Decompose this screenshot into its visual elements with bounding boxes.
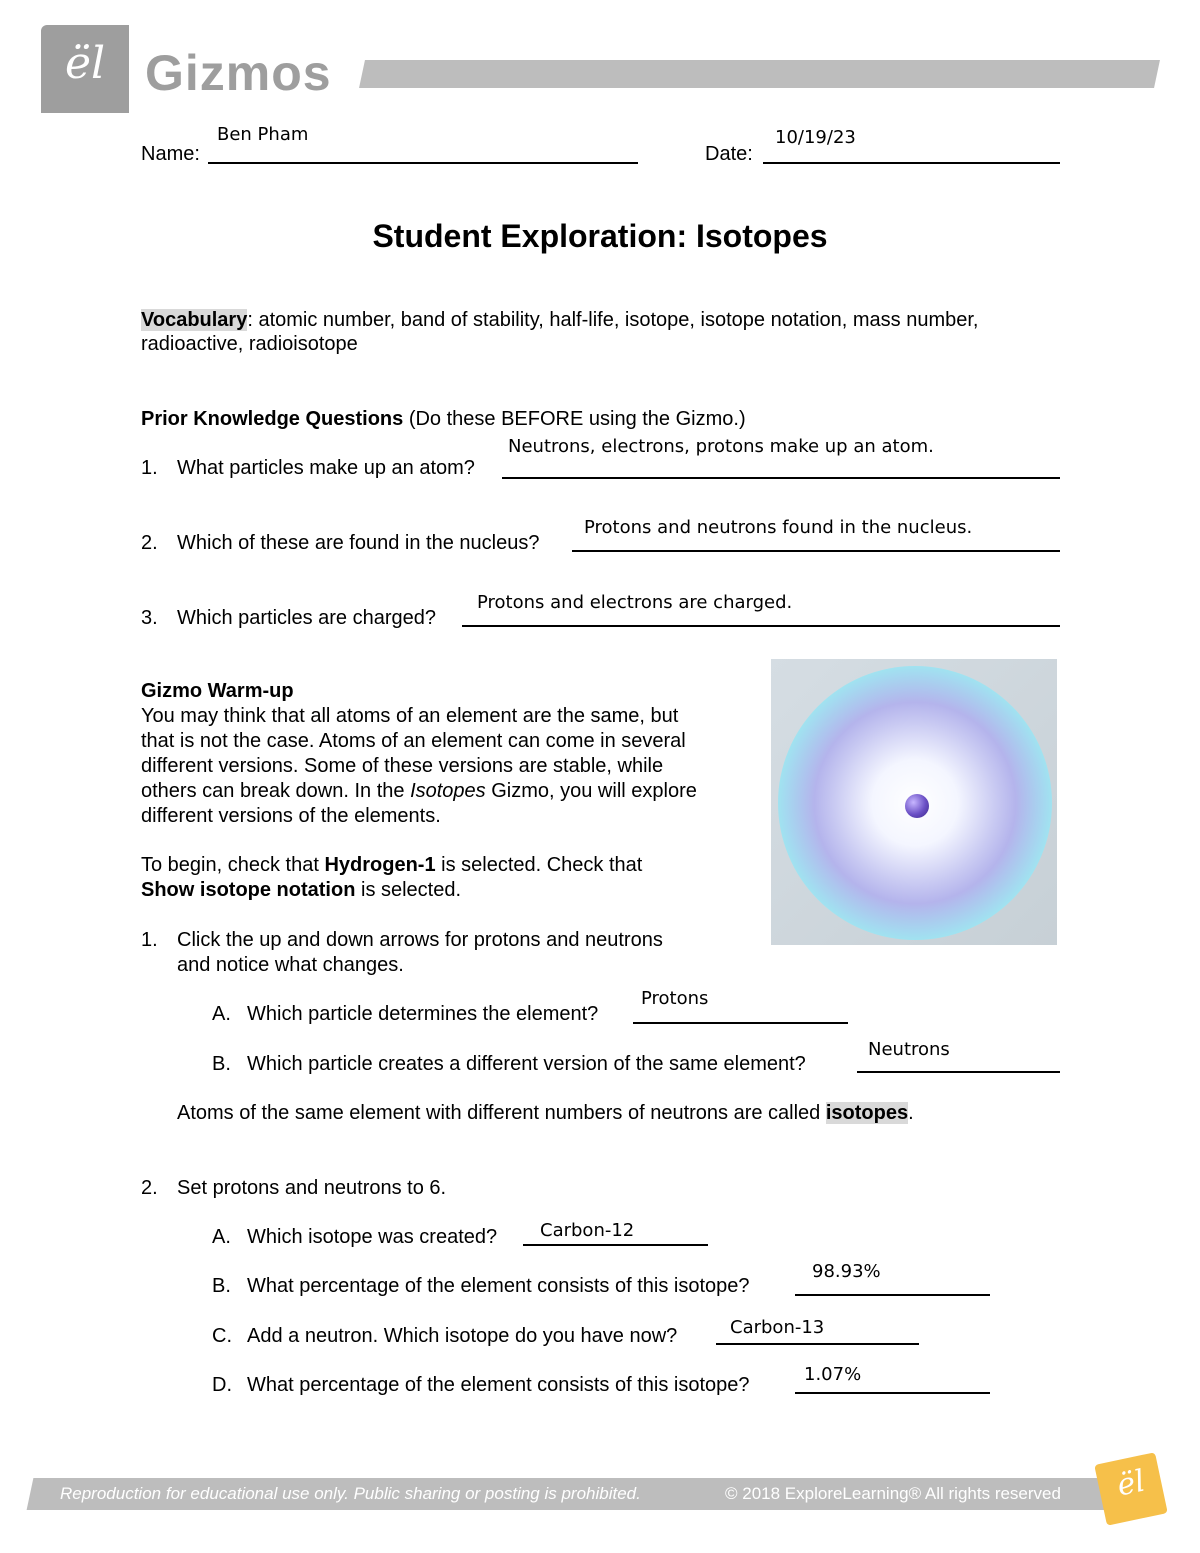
- prior-q1-num: 1.: [141, 457, 158, 479]
- prior-q2-answer[interactable]: Protons and neutrons found in the nucleus.: [584, 517, 973, 538]
- q2d-text: What percentage of the element consists of this isotope?: [247, 1374, 750, 1396]
- q2c-text: Add a neutron. Which isotope do you have now?: [247, 1325, 678, 1347]
- vocabulary-label: Vocabulary: [141, 309, 248, 331]
- isotopes-note-a: Atoms of the same element with different numbers of neutrons are called: [177, 1102, 826, 1124]
- prior-q3-line: [462, 625, 1060, 627]
- q2-text: Set protons and neutrons to 6.: [177, 1177, 447, 1199]
- warmup-line3: different versions. Some of these versions are stable, while: [141, 755, 664, 777]
- prior-q1-line: [502, 477, 1060, 479]
- footer-logo-glyph: ël: [1113, 1463, 1149, 1504]
- q1b-line: [857, 1071, 1060, 1073]
- q1a-line: [633, 1022, 848, 1024]
- prior-q2-text: Which of these are found in the nucleus?: [177, 532, 540, 554]
- warmup-line1: You may think that all atoms of an element are the same, but: [141, 705, 679, 727]
- warmup-line4-italic: Isotopes: [410, 780, 486, 802]
- name-line: [208, 162, 638, 164]
- prior-heading: [141, 408, 746, 431]
- q2b-answer[interactable]: 98.93%: [812, 1261, 881, 1282]
- q1a-answer[interactable]: Protons: [641, 988, 709, 1009]
- vocabulary: [141, 309, 978, 332]
- q2a-line: [523, 1244, 708, 1246]
- q1a-label: A.: [212, 1003, 231, 1025]
- warmup-line4: [141, 780, 697, 803]
- prior-q1-answer[interactable]: Neutrons, electrons, protons make up an atom.: [508, 436, 934, 457]
- prior-q3-text: Which particles are charged?: [177, 607, 437, 629]
- name-value[interactable]: Ben Pham: [217, 124, 309, 145]
- vocabulary-line1: : atomic number, band of stability, half-life, isotope, isotope notation, mass number,: [247, 309, 979, 331]
- q2d-line: [795, 1392, 990, 1394]
- warmup-heading: Gizmo Warm-up: [141, 680, 294, 702]
- header-bar: [359, 60, 1160, 88]
- prior-q3-answer[interactable]: Protons and electrons are charged.: [477, 592, 793, 613]
- prior-q2-line: [572, 550, 1060, 552]
- q1-line1: Click the up and down arrows for protons and neutrons: [177, 929, 663, 951]
- q2b-label: B.: [212, 1275, 231, 1297]
- q2d-label: D.: [212, 1374, 232, 1396]
- q2a-text: Which isotope was created?: [247, 1226, 498, 1248]
- logo-glyph: ël: [64, 38, 106, 89]
- date-label: Date:: [705, 143, 753, 165]
- q2b-text: What percentage of the element consists of this isotope?: [247, 1275, 750, 1297]
- warmup-begin-a: To begin, check that: [141, 854, 325, 876]
- page-title: Student Exploration: Isotopes: [372, 218, 828, 254]
- date-value[interactable]: 10/19/23: [775, 127, 856, 148]
- footer-copyright: © 2018 ExploreLearning® All rights reserved: [725, 1484, 1061, 1503]
- warmup-begin-c: is selected. Check that: [435, 854, 643, 876]
- isotopes-note-term: isotopes: [825, 1102, 909, 1124]
- q1b-answer[interactable]: Neutrons: [868, 1039, 950, 1060]
- nucleus-icon: [905, 794, 929, 818]
- prior-heading-note: (Do these BEFORE using the Gizmo.): [403, 408, 746, 430]
- warmup-begin-d: Show isotope notation: [141, 879, 356, 901]
- q1b-text: Which particle creates a different version of the same element?: [247, 1053, 806, 1075]
- prior-heading-title: Prior Knowledge Questions: [141, 408, 404, 430]
- q2a-answer[interactable]: Carbon-12: [540, 1220, 635, 1241]
- q2c-answer[interactable]: Carbon-13: [730, 1317, 825, 1338]
- warmup-begin-line1: [141, 854, 642, 877]
- q1b-label: B.: [212, 1053, 231, 1075]
- q2b-line: [795, 1294, 990, 1296]
- prior-q3-num: 3.: [141, 607, 158, 629]
- q2a-label: A.: [212, 1226, 231, 1248]
- q1a-text: Which particle determines the element?: [247, 1003, 599, 1025]
- footer-notice: Reproduction for educational use only. Public sharing or posting is prohibited.: [60, 1484, 641, 1503]
- warmup-begin-line2: [141, 879, 461, 902]
- warmup-line5: different versions of the elements.: [141, 805, 441, 827]
- warmup-begin-b: Hydrogen-1: [324, 854, 436, 876]
- prior-q2-num: 2.: [141, 532, 158, 554]
- isotopes-note: [177, 1102, 914, 1125]
- brand-title: Gizmos: [145, 45, 332, 101]
- isotopes-note-c: .: [908, 1102, 914, 1124]
- prior-q1-text: What particles make up an atom?: [177, 457, 475, 479]
- warmup-begin-e: is selected.: [355, 879, 462, 901]
- date-line: [763, 162, 1060, 164]
- warmup-line2: that is not the case. Atoms of an element can come in several: [141, 730, 686, 752]
- q2c-line: [716, 1343, 919, 1345]
- warmup-line4-a: others can break down. In the: [141, 780, 411, 802]
- vocabulary-line2: radioactive, radioisotope: [141, 333, 358, 355]
- warmup-line4-b: Gizmo, you will explore: [485, 780, 697, 802]
- q2-num: 2.: [141, 1177, 158, 1199]
- q1-line2: and notice what changes.: [177, 954, 404, 976]
- name-label: Name:: [141, 143, 200, 165]
- q1-num: 1.: [141, 929, 158, 951]
- q2d-answer[interactable]: 1.07%: [804, 1364, 862, 1385]
- q2c-label: C.: [212, 1325, 232, 1347]
